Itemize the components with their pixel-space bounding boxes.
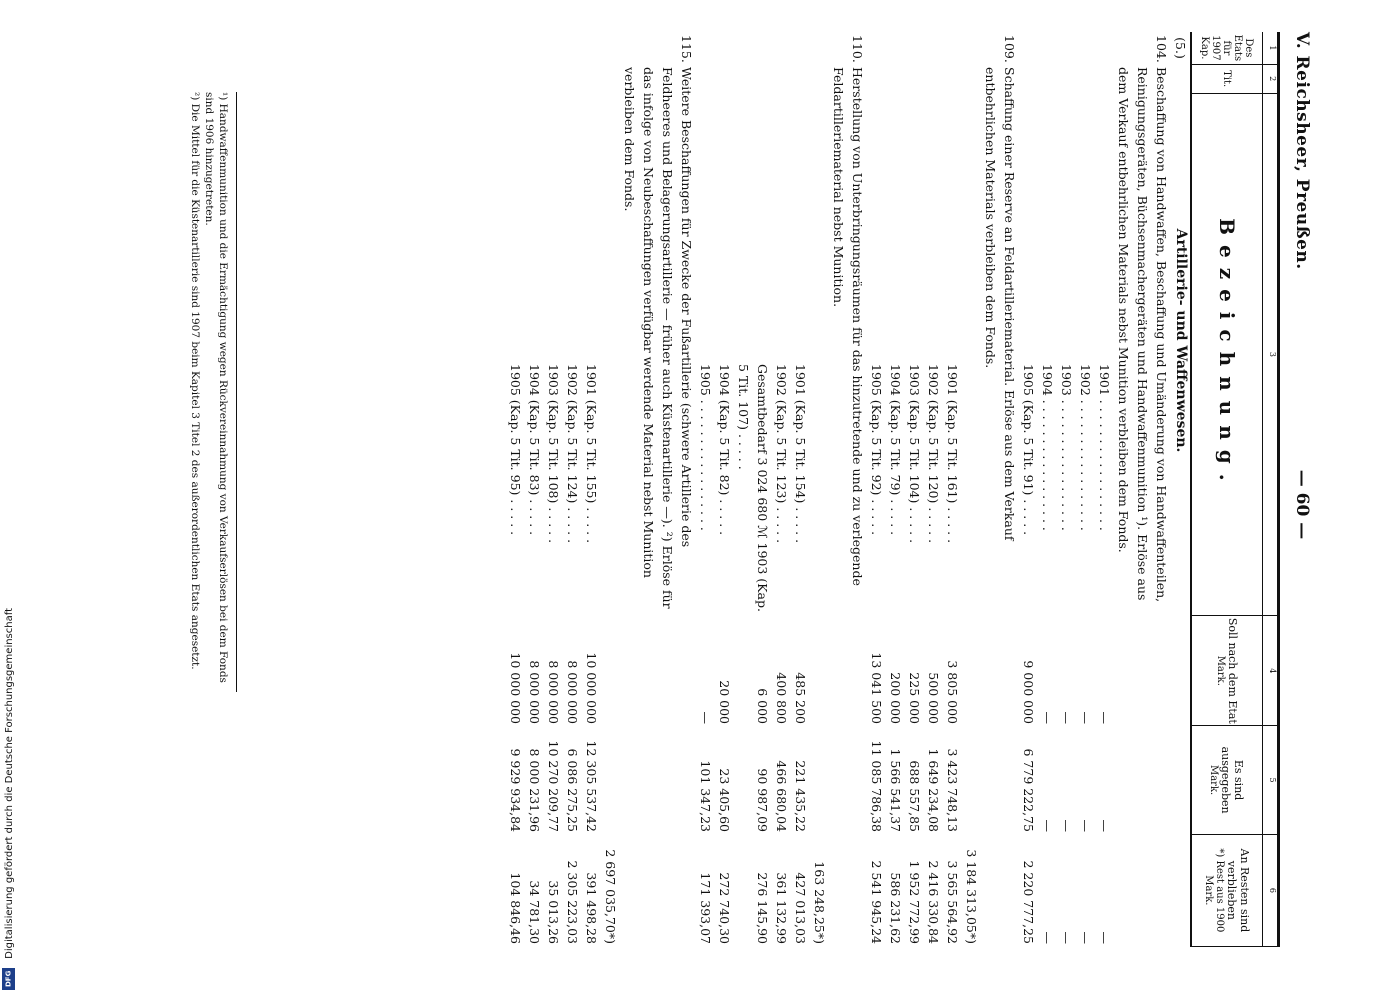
col-num: 3 bbox=[1263, 94, 1277, 617]
row-ausgegeben: 221 435,22 bbox=[793, 760, 808, 832]
col-num: 5 bbox=[1263, 726, 1277, 834]
row-ausgegeben bbox=[810, 727, 829, 835]
table-row bbox=[981, 32, 1019, 947]
table-row bbox=[924, 32, 943, 947]
row-reste bbox=[620, 835, 696, 947]
row-description: 1905 . . . . . . . . . . . . . . . . . bbox=[698, 364, 713, 531]
row-ausgegeben bbox=[620, 727, 696, 835]
row-soll: — bbox=[1040, 711, 1055, 724]
table-row bbox=[582, 32, 601, 947]
row-title-number bbox=[715, 32, 734, 64]
row-description: 1901 (Kap. 5 Tit. 154) . . . . . bbox=[793, 364, 808, 544]
row-title-number bbox=[905, 32, 924, 64]
row-soll: — bbox=[1078, 711, 1093, 724]
row-soll: 500 000 bbox=[926, 672, 941, 724]
head-reste bbox=[1192, 835, 1262, 947]
table-row bbox=[829, 32, 867, 947]
head-etat-label: Des Etats für 1907 bbox=[1210, 34, 1255, 62]
digitization-credit: Digitalisierung gefördert durch die Deutsche Forschungsgemeinschaft bbox=[4, 608, 15, 959]
row-soll: 225 000 bbox=[907, 672, 922, 724]
row-description: 1904 (Kap. 5 Tit. 79) . . . . . bbox=[888, 364, 903, 536]
row-description bbox=[601, 64, 620, 617]
row-soll: 200 000 bbox=[888, 672, 903, 724]
page-header bbox=[1284, 32, 1320, 962]
row-soll: 20 000 bbox=[717, 680, 732, 724]
table-row bbox=[525, 32, 544, 947]
row-ausgegeben: 101 347,23 bbox=[698, 760, 713, 832]
row-title-number: 109. bbox=[1002, 35, 1017, 63]
row-title-number bbox=[1095, 32, 1114, 64]
table-row bbox=[601, 32, 620, 947]
table-row bbox=[1114, 32, 1171, 947]
row-description: Gesamtbedarf 3 024 680 ℳ 1903 (Kap. 5 Tit. 107) . . . . . bbox=[736, 364, 770, 612]
row-soll: 485 200 bbox=[793, 672, 808, 724]
row-reste: 2 541 945,24 bbox=[869, 860, 884, 944]
row-soll: 9 000 000 bbox=[1021, 660, 1036, 724]
row-reste: 276 145,90 bbox=[755, 872, 770, 944]
row-title-number bbox=[1019, 32, 1038, 64]
row-title-number bbox=[563, 32, 582, 64]
table-row bbox=[1019, 32, 1038, 947]
row-ausgegeben: — bbox=[1040, 819, 1055, 832]
row-title-number bbox=[810, 32, 829, 64]
page-number: — 60 — bbox=[1292, 469, 1312, 540]
row-soll: 10 000 000 bbox=[508, 652, 523, 724]
table-row bbox=[886, 32, 905, 947]
row-title-number: 115. bbox=[679, 35, 694, 63]
table-row bbox=[905, 32, 924, 947]
col-num: 4 bbox=[1263, 616, 1277, 726]
row-description bbox=[962, 64, 981, 617]
row-ausgegeben bbox=[962, 727, 981, 835]
kap-marker: (5.) bbox=[1173, 37, 1188, 59]
row-title-number: 110. bbox=[850, 35, 865, 63]
row-ausgegeben: 90 987,09 bbox=[755, 768, 770, 832]
table-row bbox=[1076, 32, 1095, 947]
row-ausgegeben bbox=[829, 727, 867, 835]
row-ausgegeben: 3 423 748,13 bbox=[945, 748, 960, 832]
row-soll bbox=[601, 617, 620, 727]
row-title-number bbox=[772, 32, 791, 64]
row-description: 1904 (Kap. 5 Tit. 83) . . . . . bbox=[527, 364, 542, 536]
row-soll bbox=[620, 617, 696, 727]
row-reste: 2 305 223,03 bbox=[565, 860, 580, 944]
table-row bbox=[1095, 32, 1114, 947]
row-title-number bbox=[1057, 32, 1076, 64]
row-reste: 361 132,99 bbox=[774, 872, 789, 944]
table-row bbox=[563, 32, 582, 947]
table-row bbox=[1057, 32, 1076, 947]
row-ausgegeben: 8 000 231,96 bbox=[527, 748, 542, 832]
col-num: 2 bbox=[1263, 65, 1277, 94]
row-reste: 272 740,30 bbox=[717, 872, 732, 944]
table-row bbox=[506, 32, 525, 947]
row-description: 1902 (Kap. 5 Tit. 124) . . . . . bbox=[565, 364, 580, 544]
row-description: Herstellung von Unterbringungsräumen für das hinzutretende und zu verlegende Feldartilleriematerial nebst Munition. bbox=[831, 67, 865, 586]
row-ausgegeben bbox=[1114, 727, 1171, 835]
row-title-number bbox=[791, 32, 810, 64]
table-row bbox=[867, 32, 886, 947]
dfg-logo: DFG bbox=[2, 968, 15, 990]
row-soll bbox=[981, 617, 1019, 727]
row-reste: — bbox=[1097, 931, 1112, 944]
row-description: 1901 (Kap. 5 Tit. 155) . . . . . bbox=[584, 364, 599, 544]
head-reste-unit: Mark. bbox=[1203, 875, 1214, 906]
row-description: 1901 . . . . . . . . . . . . . . . . . bbox=[1097, 364, 1112, 531]
row-title-number bbox=[924, 32, 943, 64]
row-reste bbox=[829, 835, 867, 947]
head-soll-unit: Mark. bbox=[1215, 655, 1226, 686]
row-reste: 104 846,46 bbox=[508, 872, 523, 944]
row-title-number bbox=[544, 32, 563, 64]
row-reste: 2 416 330,84 bbox=[926, 860, 941, 944]
col-num: 1 bbox=[1263, 32, 1277, 65]
row-soll: 8 000 000 bbox=[527, 660, 542, 724]
row-ausgegeben: 9 929 934,84 bbox=[508, 748, 523, 832]
row-title-number bbox=[943, 32, 962, 64]
table-row bbox=[696, 32, 715, 947]
row-soll bbox=[810, 617, 829, 727]
table-row bbox=[1038, 32, 1057, 947]
row-soll: 3 805 000 bbox=[945, 660, 960, 724]
row-title-number bbox=[582, 32, 601, 64]
row-description: 1901 (Kap. 5 Tit. 161) . . . . . bbox=[945, 364, 960, 544]
table-row bbox=[791, 32, 810, 947]
row-reste: — bbox=[1059, 931, 1074, 944]
table-row bbox=[772, 32, 791, 947]
row-ausgegeben: — bbox=[1078, 819, 1093, 832]
row-title-number bbox=[601, 32, 620, 64]
row-soll: 400 800 bbox=[774, 672, 789, 724]
table-row bbox=[715, 32, 734, 947]
section-title: Artillerie- und Waffenwesen. bbox=[1173, 228, 1189, 453]
head-reste-label: An Resten sind verblieben bbox=[1225, 848, 1251, 933]
row-description: 1902 . . . . . . . . . . . . . . . . . bbox=[1078, 364, 1093, 531]
row-soll: 13 041 500 bbox=[869, 652, 884, 724]
row-ausgegeben bbox=[601, 727, 620, 835]
row-description: 1902 (Kap. 5 Tit. 123) . . . . . bbox=[774, 364, 789, 544]
row-description: Beschaffung von Handwaffen, Beschaffung und Umänderung von Handwaffenteilen, Reinigungsgeräten, Büchsenmachergeräten und Handwaffenmunition ¹). Erlöse aus dem Verkauf entbehrlichen Materials nebst Munition verbleiben dem Fonds. bbox=[1116, 67, 1169, 603]
row-soll bbox=[1114, 617, 1171, 727]
row-reste bbox=[1114, 835, 1171, 947]
row-title-number bbox=[1038, 32, 1057, 64]
table-body bbox=[506, 32, 1190, 947]
row-soll: 10 000 000 bbox=[584, 652, 599, 724]
budget-table bbox=[77, 32, 1280, 947]
row-reste: 2 220 777,25 bbox=[1021, 860, 1036, 944]
table-row bbox=[962, 32, 981, 947]
row-description: Weitere Beschaffungen für Zwecke der Fußartillerie (schwere Artillerie des Feldheeres und Belagerungsartillerie — früher auch Küstenartillerie —). ²) Erlöse für das infolge von Neubeschaffungen verfügbar werdende Material nebst Munition verbleiben dem Fonds. bbox=[622, 67, 694, 609]
row-ausgegeben: — bbox=[1097, 819, 1112, 832]
row-soll: 8 000 000 bbox=[546, 660, 561, 724]
head-etat bbox=[1192, 32, 1262, 65]
row-soll bbox=[829, 617, 867, 727]
table-row bbox=[734, 32, 772, 947]
row-soll bbox=[962, 617, 981, 727]
row-description: 1902 (Kap. 5 Tit. 120) . . . . . bbox=[926, 364, 941, 544]
head-reste-note: *) Rest aus 1900 bbox=[1214, 848, 1225, 933]
row-ausgegeben: — bbox=[1059, 819, 1074, 832]
row-description: 1905 (Kap. 5 Tit. 91) . . . . . bbox=[1021, 364, 1036, 536]
row-reste: 391 498,28 bbox=[584, 872, 599, 944]
row-soll: — bbox=[698, 711, 713, 724]
footnote-1: ¹) Handwaffenmunition und die Ermächtigung wegen Rückvereinnahmung von Verkaufserlösen bei dem Fonds sind 1906 hinzugetreten. bbox=[203, 92, 229, 683]
row-reste: — bbox=[1040, 931, 1055, 944]
row-ausgegeben: 1 566 541,37 bbox=[888, 748, 903, 832]
row-soll: 8 000 000 bbox=[565, 660, 580, 724]
row-ausgegeben: 688 557,85 bbox=[907, 760, 922, 832]
row-title-number bbox=[734, 32, 772, 64]
row-ausgegeben: 10 270 209,77 bbox=[546, 740, 561, 832]
head-tit bbox=[1192, 65, 1262, 94]
document-page bbox=[30, 32, 1320, 962]
row-title-number bbox=[1076, 32, 1095, 64]
row-description: 1903 (Kap. 5 Tit. 104) . . . . . bbox=[907, 364, 922, 544]
row-reste: 1 952 772,99 bbox=[907, 860, 922, 944]
row-ausgegeben: 6 086 275,25 bbox=[565, 748, 580, 832]
row-reste: 586 231,62 bbox=[888, 872, 903, 944]
col-num: 6 bbox=[1263, 835, 1277, 947]
row-description: 1904 . . . . . . . . . . . . . . . . . bbox=[1040, 364, 1055, 531]
row-reste: 163 248,25*) bbox=[812, 861, 827, 944]
row-title-number bbox=[506, 32, 525, 64]
row-soll: 6 000 bbox=[755, 688, 770, 724]
row-reste: 3 565 564,92 bbox=[945, 860, 960, 944]
table-row bbox=[943, 32, 962, 947]
row-title-number bbox=[962, 32, 981, 64]
table-row bbox=[810, 32, 829, 947]
column-numbers bbox=[1262, 32, 1277, 947]
row-reste: 427 013,03 bbox=[793, 872, 808, 944]
footnote-2: ²) Die Mittel für die Küstenartillerie sind 1907 beim Kapitel 3 Titel 2 des außerordentlichen Etats angesetzt. bbox=[189, 92, 201, 670]
head-soll-label: Soll nach dem Etat bbox=[1226, 617, 1239, 724]
head-ausgegeben-label: Es sind ausgegeben bbox=[1219, 746, 1246, 814]
row-title-number: 104. bbox=[1154, 35, 1169, 63]
head-soll bbox=[1192, 616, 1262, 726]
row-ausgegeben: 466 680,04 bbox=[774, 760, 789, 832]
row-reste: — bbox=[1078, 931, 1093, 944]
row-description: 1903 (Kap. 5 Tit. 108) . . . . . bbox=[546, 364, 561, 544]
table-row bbox=[544, 32, 563, 947]
row-title-number bbox=[867, 32, 886, 64]
row-ausgegeben: 6 779 222,75 bbox=[1021, 748, 1036, 832]
row-reste: 34 781,30 bbox=[527, 880, 542, 944]
row-reste: 35 013,26 bbox=[546, 880, 561, 944]
head-kap: Kap. bbox=[1199, 36, 1211, 60]
row-title-number bbox=[696, 32, 715, 64]
footnotes bbox=[188, 92, 237, 692]
row-soll: — bbox=[1097, 711, 1112, 724]
row-title-number bbox=[886, 32, 905, 64]
row-reste: 3 184 313,05*) bbox=[964, 849, 979, 944]
row-ausgegeben bbox=[981, 727, 1019, 835]
row-title-number bbox=[525, 32, 544, 64]
column-headers bbox=[1190, 32, 1262, 947]
row-ausgegeben: 12 305 537,42 bbox=[584, 740, 599, 832]
row-description: 1904 (Kap. 5 Tit. 82) . . . . . bbox=[717, 364, 732, 536]
row-ausgegeben: 23 405,60 bbox=[717, 768, 732, 832]
row-ausgegeben: 1 649 234,08 bbox=[926, 748, 941, 832]
marker-row bbox=[1171, 32, 1190, 947]
row-soll: — bbox=[1059, 711, 1074, 724]
row-description: 1905 (Kap. 5 Tit. 92) . . . . . bbox=[869, 364, 884, 536]
row-ausgegeben: 11 085 786,38 bbox=[869, 740, 884, 832]
row-description: 1905 (Kap. 5 Tit. 95) . . . . . bbox=[508, 364, 523, 536]
row-reste: 171 393,07 bbox=[698, 872, 713, 944]
head-ausgegeben bbox=[1192, 726, 1262, 834]
table-row bbox=[620, 32, 696, 947]
row-reste bbox=[981, 835, 1019, 947]
head-ausgegeben-unit: Mark. bbox=[1208, 764, 1220, 796]
row-description: Schaffung einer Reserve an Feldartilleriematerial. Erlöse aus dem Verkauf entbehrlichen Materials verbleiben dem Fonds. bbox=[983, 67, 1017, 541]
head-tit-label: Tit. bbox=[1221, 70, 1233, 88]
section-heading: V. Reichsheer, Preußen. bbox=[1292, 32, 1312, 270]
row-description: 1903 . . . . . . . . . . . . . . . . . bbox=[1059, 364, 1074, 531]
row-description bbox=[810, 64, 829, 617]
head-bezeichnung: Bezeichnung. bbox=[1192, 94, 1262, 617]
row-reste: 2 697 035,70*) bbox=[603, 849, 618, 944]
